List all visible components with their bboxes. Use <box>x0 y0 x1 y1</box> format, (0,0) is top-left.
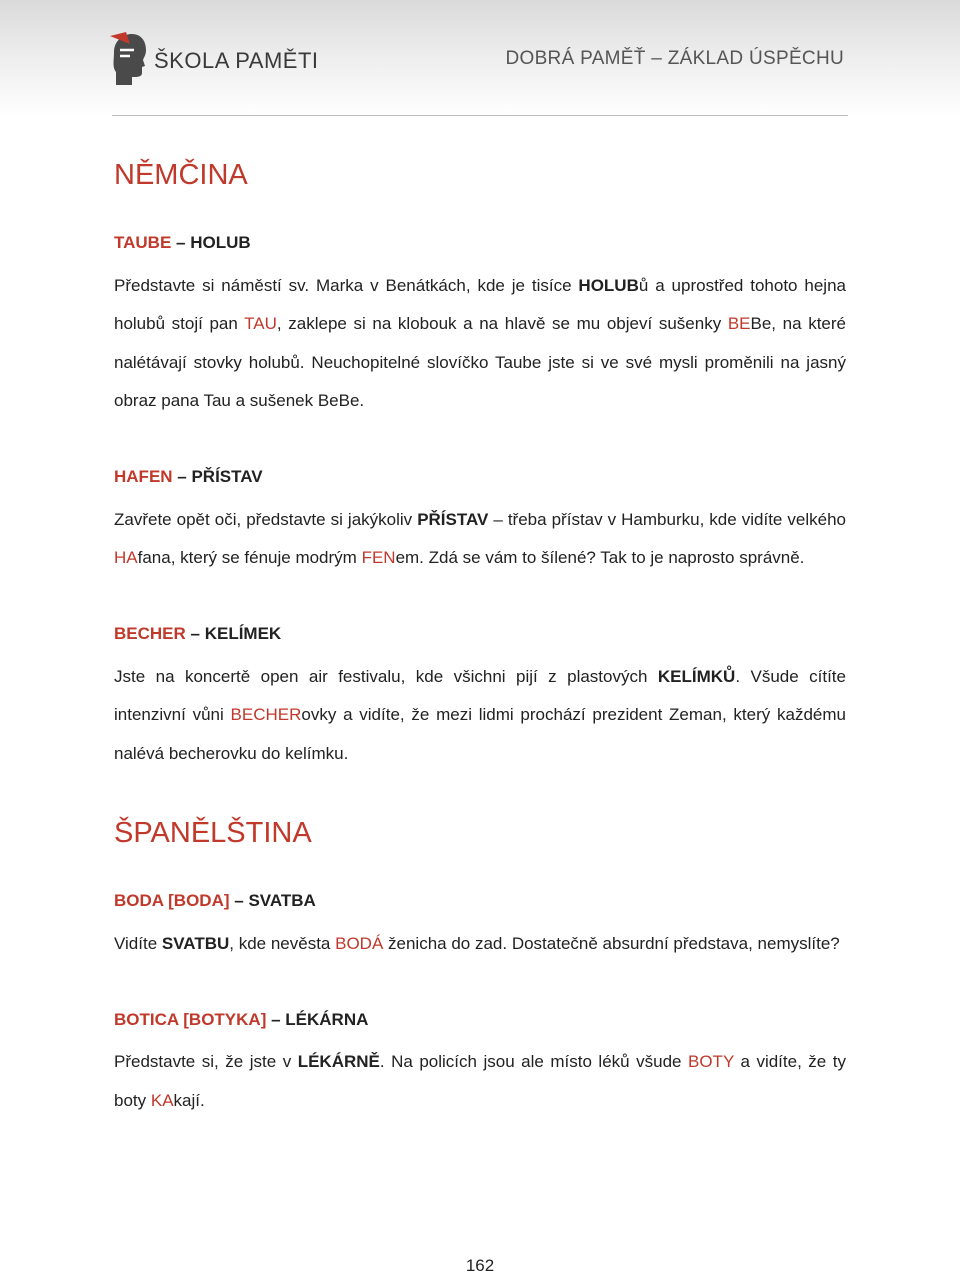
mnemonic-paragraph <box>114 925 846 964</box>
emphasis-word: KELÍMKŮ <box>657 666 736 686</box>
native-word: KELÍMEK <box>204 623 282 643</box>
text-run: Představte si, že jste v <box>114 1052 298 1072</box>
native-word: PŘÍSTAV <box>191 466 263 486</box>
text-run: – třeba přístav v Hamburku, kde vidíte velkého <box>488 509 846 529</box>
text-run: Be, na které nalétávají stovky holubů. Neuchopitelné slovíčko Taube jste si ve své mysli proměnili na jasný obraz pana Tau a sušenek BeBe. <box>114 314 846 411</box>
heading-separator: – <box>185 623 205 643</box>
vocab-entry-heading <box>114 466 846 489</box>
text-run: fana, který se fénuje modrým <box>137 548 362 568</box>
page-number: 162 <box>465 1256 495 1275</box>
foreign-word: BECHER <box>114 623 186 643</box>
mnemonic-paragraph <box>114 267 846 421</box>
text-run: em. Zdá se vám to šílené? Tak to je naprosto správně. <box>395 548 805 568</box>
text-run: ženicha do zad. Dostatečně absurdní představa, nemyslíte? <box>383 934 840 954</box>
text-run: . Všude cítíte intenzivní vůni <box>114 666 846 725</box>
heading-separator: – <box>266 1009 286 1029</box>
emphasis-word: HOLUB <box>578 275 639 295</box>
heading-separator: – <box>172 466 192 486</box>
text-run: ovky a vidíte, že mezi lidmi prochází prezident Zeman, který každému nalévá becherovku do kelímku. <box>114 705 846 763</box>
page-content <box>114 160 846 1165</box>
mnemonic-paragraph <box>114 1043 846 1120</box>
header-divider <box>112 115 848 116</box>
native-word: HOLUB <box>190 232 251 252</box>
heading-separator: – <box>171 232 191 252</box>
emphasis-word: SVATBU <box>161 934 230 954</box>
text-run: Vidíte <box>114 934 162 954</box>
brand-name: ŠKOLA PAMĚTI <box>154 48 319 73</box>
school-logo-icon <box>108 30 148 86</box>
foreign-word: BOTICA [BOTYKA] <box>114 1009 267 1029</box>
highlight-syllable: HA <box>114 548 138 568</box>
text-run: a vidíte, že ty boty <box>114 1052 846 1110</box>
page-header <box>0 0 960 116</box>
emphasis-word: LÉKÁRNĚ <box>297 1052 380 1072</box>
text-run: kají. <box>173 1090 205 1110</box>
highlight-syllable: TAU <box>244 314 277 334</box>
vocab-entry-heading <box>114 232 846 255</box>
text-run: . Na policích jsou ale místo léků všude <box>379 1052 688 1072</box>
highlight-syllable: BECHER <box>230 705 302 725</box>
highlight-syllable: KA <box>150 1090 174 1110</box>
text-run: , zaklepe si na klobouk a na hlavě se mu objeví sušenky <box>276 314 728 334</box>
vocab-entry-heading <box>114 623 846 646</box>
foreign-word: BODA [BODA] <box>114 891 230 911</box>
foreign-word: HAFEN <box>114 466 173 486</box>
native-word: LÉKÁRNA <box>285 1009 369 1029</box>
text-run: Jste na koncertě open air festivalu, kde všichni pijí z plastových <box>114 666 658 686</box>
text-run: Představte si náměstí sv. Marka v Benátkách, kde je tisíce <box>114 275 579 295</box>
native-word: SVATBA <box>248 891 316 911</box>
mnemonic-paragraph <box>114 658 846 774</box>
highlight-syllable: FEN <box>361 548 396 568</box>
emphasis-word: PŘÍSTAV <box>417 509 489 529</box>
text-run: Zavřete opět oči, představte si jakýkoliv <box>114 509 418 529</box>
foreign-word: TAUBE <box>114 232 172 252</box>
section-title: ŠPANĚLŠTINA <box>114 817 312 850</box>
highlight-syllable: BE <box>727 314 751 334</box>
vocab-entry-heading <box>114 890 846 913</box>
heading-separator: – <box>229 891 249 911</box>
text-run: ů a uprostřed tohoto hejna holubů stojí pan <box>114 275 846 334</box>
highlight-syllable: BODÁ <box>335 934 384 954</box>
highlight-syllable: BOTY <box>688 1052 734 1072</box>
vocab-entry-heading <box>114 1009 846 1032</box>
section-title: NĚMČINA <box>114 159 248 191</box>
mnemonic-paragraph <box>114 501 846 578</box>
text-run: , kde nevěsta <box>229 934 336 954</box>
header-slogan: DOBRÁ PAMĚŤ – ZÁKLAD ÚSPĚCHU <box>505 48 844 69</box>
